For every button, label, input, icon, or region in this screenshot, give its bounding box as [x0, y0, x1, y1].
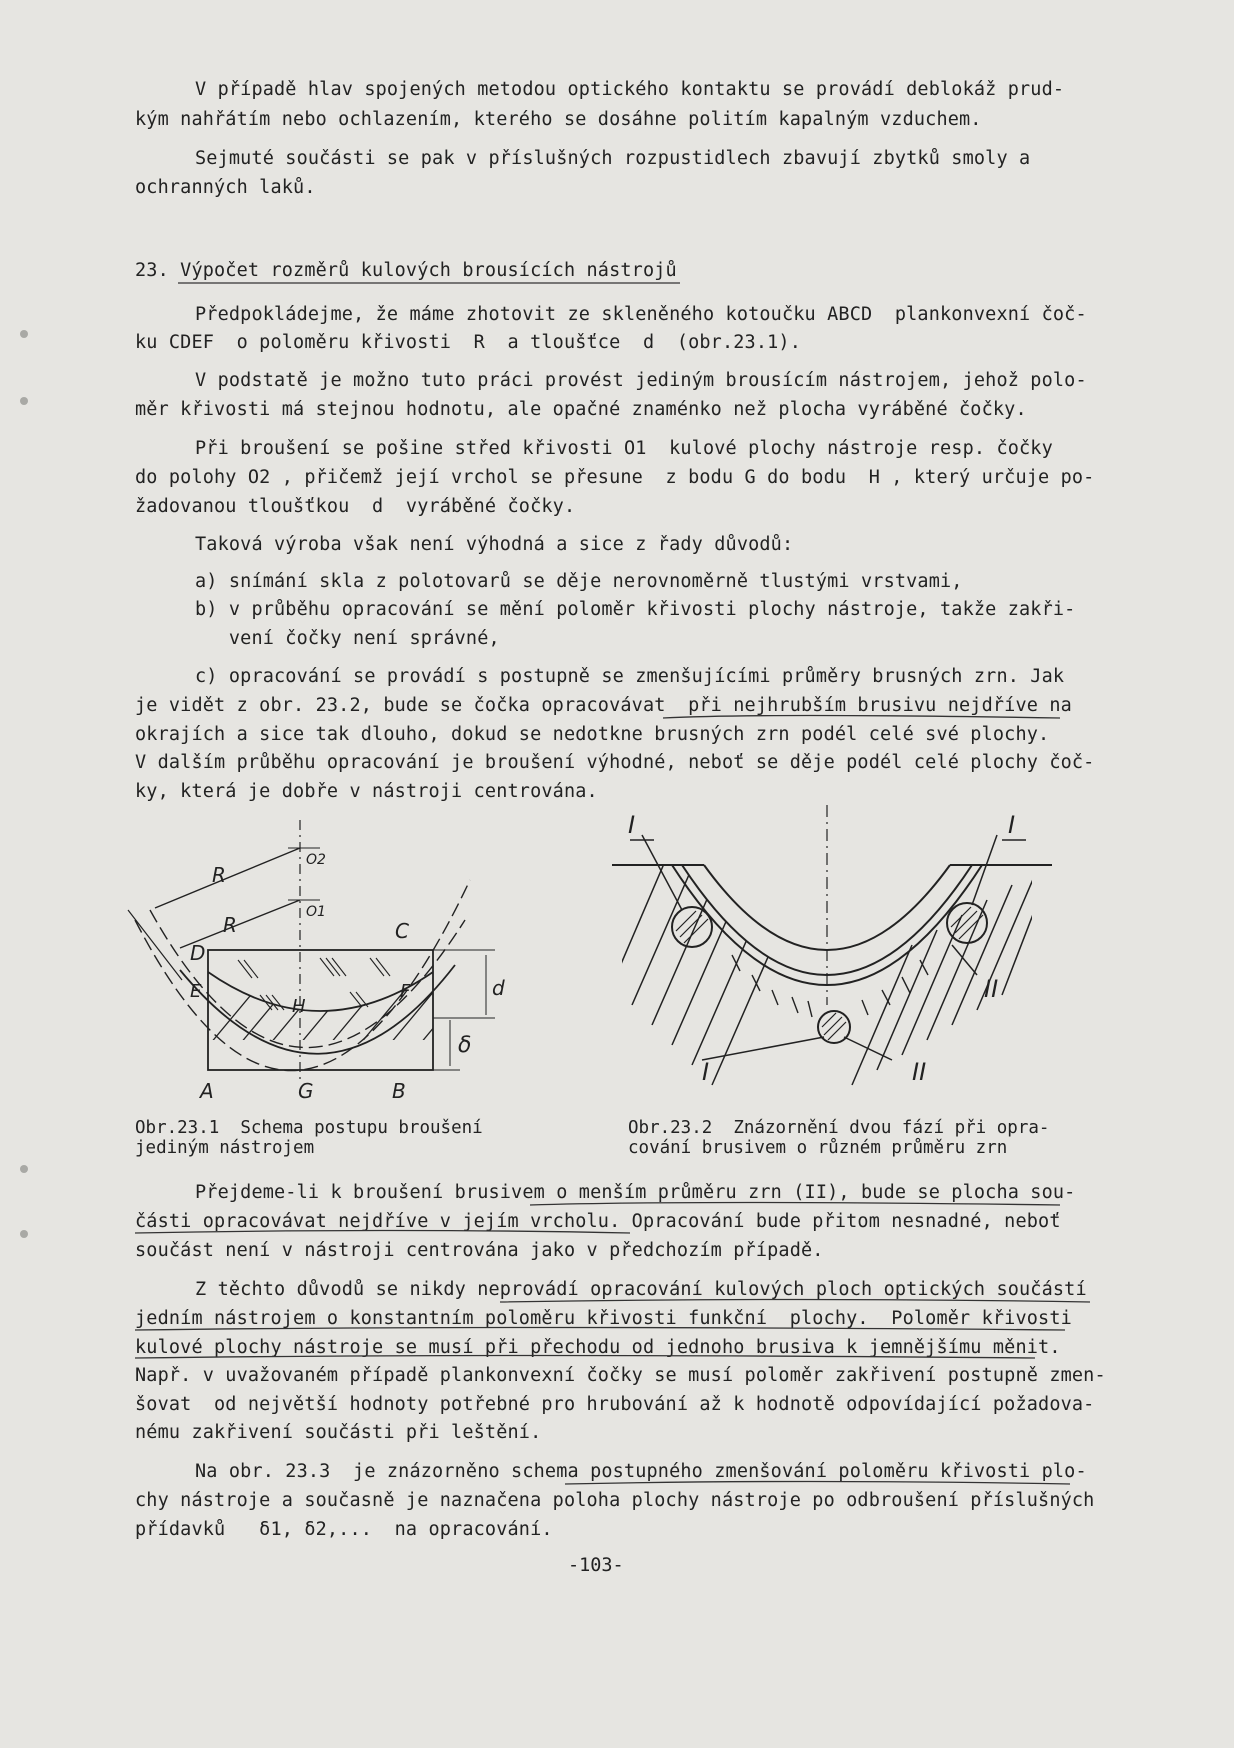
text-line: součást není v nástroji centrována jako v předchozím případě. [135, 1240, 824, 1261]
label-I-right: I [1008, 811, 1016, 839]
text-line: ku CDEF o poloměru křivosti R a tloušťce d (obr.23.1). [135, 332, 801, 353]
label-I-bottom: I [702, 1058, 710, 1086]
text-line: chy nástroje a současně je naznačena poloha plochy nástroje po odbroušení příslušných [135, 1490, 1095, 1511]
text-line: Taková výroba však není výhodná a sice z řady důvodů: [195, 534, 794, 555]
label-G: G [298, 1079, 314, 1103]
section-heading: 23. Výpočet rozměrů kulových brousících nástrojů [135, 260, 677, 281]
text-line: přídavků δ1, δ2,... na opracování. [135, 1519, 553, 1540]
text-line: V podstatě je možno tuto práci provést jediným brousícím nástrojem, jehož polo- [195, 370, 1087, 391]
text-line: Při broušení se pošine střed křivosti O1 kulové plochy nástroje resp. čočky [195, 438, 1053, 459]
figure-caption: cování brusivem o různém průměru zrn [628, 1138, 1008, 1158]
list-item: b) v průběhu opracování se mění poloměr křivosti plochy nástroje, takže zakři- [195, 599, 1076, 620]
text-line: okrajích a sice tak dlouho, dokud se nedotkne brusných zrn podél celé své plochy. [135, 724, 1050, 745]
label-C: C [395, 919, 409, 943]
label-O2: O2 [306, 852, 326, 868]
label-R-mid: R [223, 913, 237, 937]
text-line: měr křivosti má stejnou hodnotu, ale opačné znaménko než plocha vyráběné čočky. [135, 399, 1027, 420]
label-F: F [400, 981, 411, 1002]
figure-caption: Obr.23.1 Schema postupu broušení [135, 1118, 483, 1138]
text-line: ochranných laků. [135, 177, 316, 198]
text-line: šovat od největší hodnoty potřebné pro hrubování až k hodnotě odpovídající požadova- [135, 1394, 1095, 1415]
text-line: Předpokládejme, že máme zhotovit ze skleněného kotoučku ABCD plankonvexní čoč- [195, 304, 1087, 325]
label-II-right: II [984, 975, 999, 1003]
label-D: D [190, 941, 206, 965]
label-O1: O1 [306, 904, 326, 920]
label-H: H [292, 996, 306, 1017]
text-line: kulové plochy nástroje se musí při přechodu od jednoho brusiva k jemnějšímu měnit. [135, 1337, 1061, 1358]
label-E: E [190, 981, 202, 1002]
text-line: V případě hlav spojených metodou optického kontaktu se provádí deblokáž prud- [195, 79, 1065, 100]
label-A: A [200, 1079, 214, 1103]
text-line: Sejmuté součásti se pak v příslušných rozpustidlech zbavují zbytků smoly a [195, 148, 1031, 169]
label-d: d [492, 976, 505, 1000]
text-line: žadovanou tloušťkou d vyráběné čočky. [135, 496, 576, 517]
page-number: -103- [568, 1555, 624, 1576]
text-line: nému zakřivení součásti při leštění. [135, 1422, 542, 1443]
figure-caption: jediným nástrojem [135, 1138, 315, 1158]
text-line: je vidět z obr. 23.2, bude se čočka opracovávat při nejhrubším brusivu nejdříve na [135, 695, 1072, 716]
text-line: části opracovávat nejdříve v jejím vrcholu. Opracování bude přitom nesnadné, neboť [135, 1211, 1061, 1232]
figure-caption: Obr.23.2 Znázornění dvou fází při opra- [628, 1118, 1050, 1138]
text-line: Např. v uvažovaném případě plankonvexní čočky se musí poloměr zakřivení postupně zmen- [135, 1365, 1106, 1386]
text-line: V dalším průběhu opracování je broušení výhodné, neboť se děje podél celé plochy čoč- [135, 752, 1095, 773]
text-line: ky, která je dobře v nástroji centrována. [135, 781, 598, 802]
label-R-top: R [212, 863, 226, 887]
label-B: B [392, 1079, 406, 1103]
list-item: c) opracování se provádí s postupně se zmenšujícími průměry brusných zrn. Jak [195, 666, 1065, 687]
list-item: vení čočky není správné, [195, 628, 500, 649]
text-line: do polohy O2 , přičemž její vrchol se přesune z bodu G do bodu H , který určuje po- [135, 467, 1095, 488]
text-line: Z těchto důvodů se nikdy neprovádí opracování kulových ploch optických součástí [195, 1279, 1087, 1300]
label-delta: δ [458, 1033, 472, 1058]
text-line: jedním nástrojem o konstantním poloměru křivosti funkční plochy. Poloměr křivosti [135, 1308, 1072, 1329]
text-line: Na obr. 23.3 je znázorněno schema postupného zmenšování poloměru křivosti plo- [195, 1461, 1087, 1482]
text-line: kým nahřátím nebo ochlazením, kterého se dosáhne politím kapalným vzduchem. [135, 109, 982, 130]
list-item: a) snímání skla z polotovarů se děje nerovnoměrně tlustými vrstvami, [195, 571, 963, 592]
text-line: Přejdeme-li k broušení brusivem o menším průměru zrn (II), bude se plocha sou- [195, 1182, 1076, 1203]
label-II-bottom: II [912, 1058, 927, 1086]
label-I-left: I [628, 811, 636, 839]
